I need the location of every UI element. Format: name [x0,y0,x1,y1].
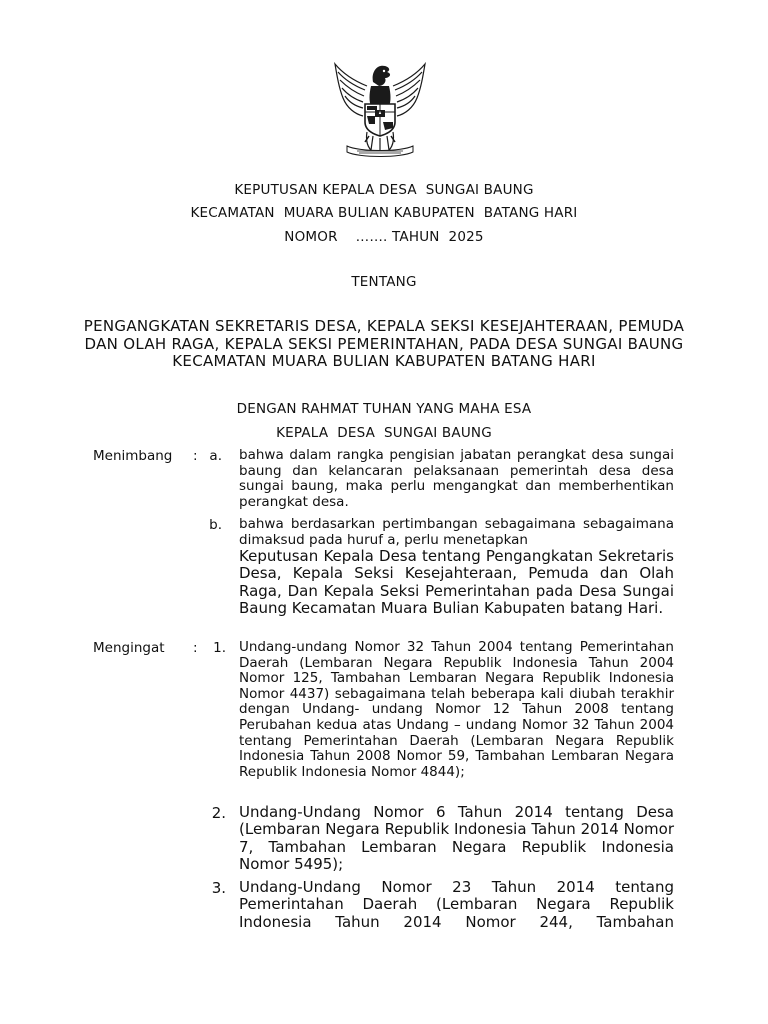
menimbang-colon: : [193,448,198,464]
menimbang-label: Menimbang [93,448,173,464]
garuda-emblem-graphic [327,52,433,164]
mengingat-marker-2: 2. [211,804,226,822]
mengingat-item-2: Undang-Undang Nomor 6 Tahun 2014 tentang Desa (Lembaran Negara Republik Indonesia Tahun 2014 Nomor 7, Tambahan Lembaran Negara Republik Indonesia Nomor 5495); [239,803,674,874]
invocation-line: DENGAN RAHMAT TUHAN YANG MAHA ESA [236,401,532,417]
mengingat-label: Mengingat [93,640,165,656]
decree-number: NOMOR ……. TAHUN 2025 [284,229,484,245]
decree-heading: KEPUTUSAN KEPALA DESA SUNGAI BAUNG [234,182,534,198]
mengingat-item-1: Undang-undang Nomor 32 Tahun 2004 tentang Pemerintahan Daerah (Lembaran Negara Republik Indonesia Tahun 2004 Nomor 125, Tambahan Lembaran Negara Republik Indonesia Nomor 4437) sebagaimana telah beberapa kali diubah terakhir dengan Undang- undang Nomor 12 Tahun 2008 tentang Perubahan kedua atas Undang – undang Nomor 32 Tahun 2004 tentang Pemerintahan Daerah (Lembaran Negara Republik Indonesia Tahun 2008 Nomor 59, Tambahan Lembaran Negara Republik Indonesia Nomor 4844); [239,639,674,780]
tentang-label: TENTANG [351,274,417,290]
official-title: KEPALA DESA SUNGAI BAUNG [276,425,492,441]
mengingat-marker-3: 3. [211,879,226,897]
mengingat-marker-1: 1. [213,640,226,656]
decree-title: PENGANGKATAN SEKRETARIS DESA, KEPALA SEKSI KESEJAHTERAAN, PEMUDA DAN OLAH RAGA, KEPALA SEKSI PEMERINTAHAN, PADA DESA SUNGAI BAUNG KECAMATAN MUARA BULIAN KABUPATEN BATANG HARI [83,317,685,370]
menimbang-item-b-part1: bahwa berdasarkan pertimbangan sebagaimana sebagaimana dimaksud pada huruf a, perlu menetapkan [239,516,674,548]
menimbang-marker-b: b. [209,517,222,533]
menimbang-item-a: bahwa dalam rangka pengisian jabatan perangkat desa sungai baung dan kelancaran pelaksanaan pemerintah desa desa sungai baung, maka perlu mengangkat dan memberhentikan perangkat desa. [239,447,674,510]
district-heading: KECAMATAN MUARA BULIAN KABUPATEN BATANG HARI [190,205,578,221]
mengingat-item-3: Undang-Undang Nomor 23 Tahun 2014 tentang Pemerintahan Daerah (Lembaran Negara Republik Indonesia Tahun 2014 Nomor 244, Tambahan [239,879,674,929]
menimbang-item-b-part2: Keputusan Kepala Desa tentang Pengangkatan Sekretaris Desa, Kepala Seksi Kesejahteraan, Pemuda dan Olah Raga, Dan Kepala Seksi Pemerintahan pada Desa Sungai Baung Kecamatan Muara Bulian Kabupaten batang Hari. [239,547,674,618]
garuda-pancasila-emblem-icon [327,52,433,164]
menimbang-marker-a: a. [209,448,222,464]
mengingat-colon: : [193,640,198,656]
